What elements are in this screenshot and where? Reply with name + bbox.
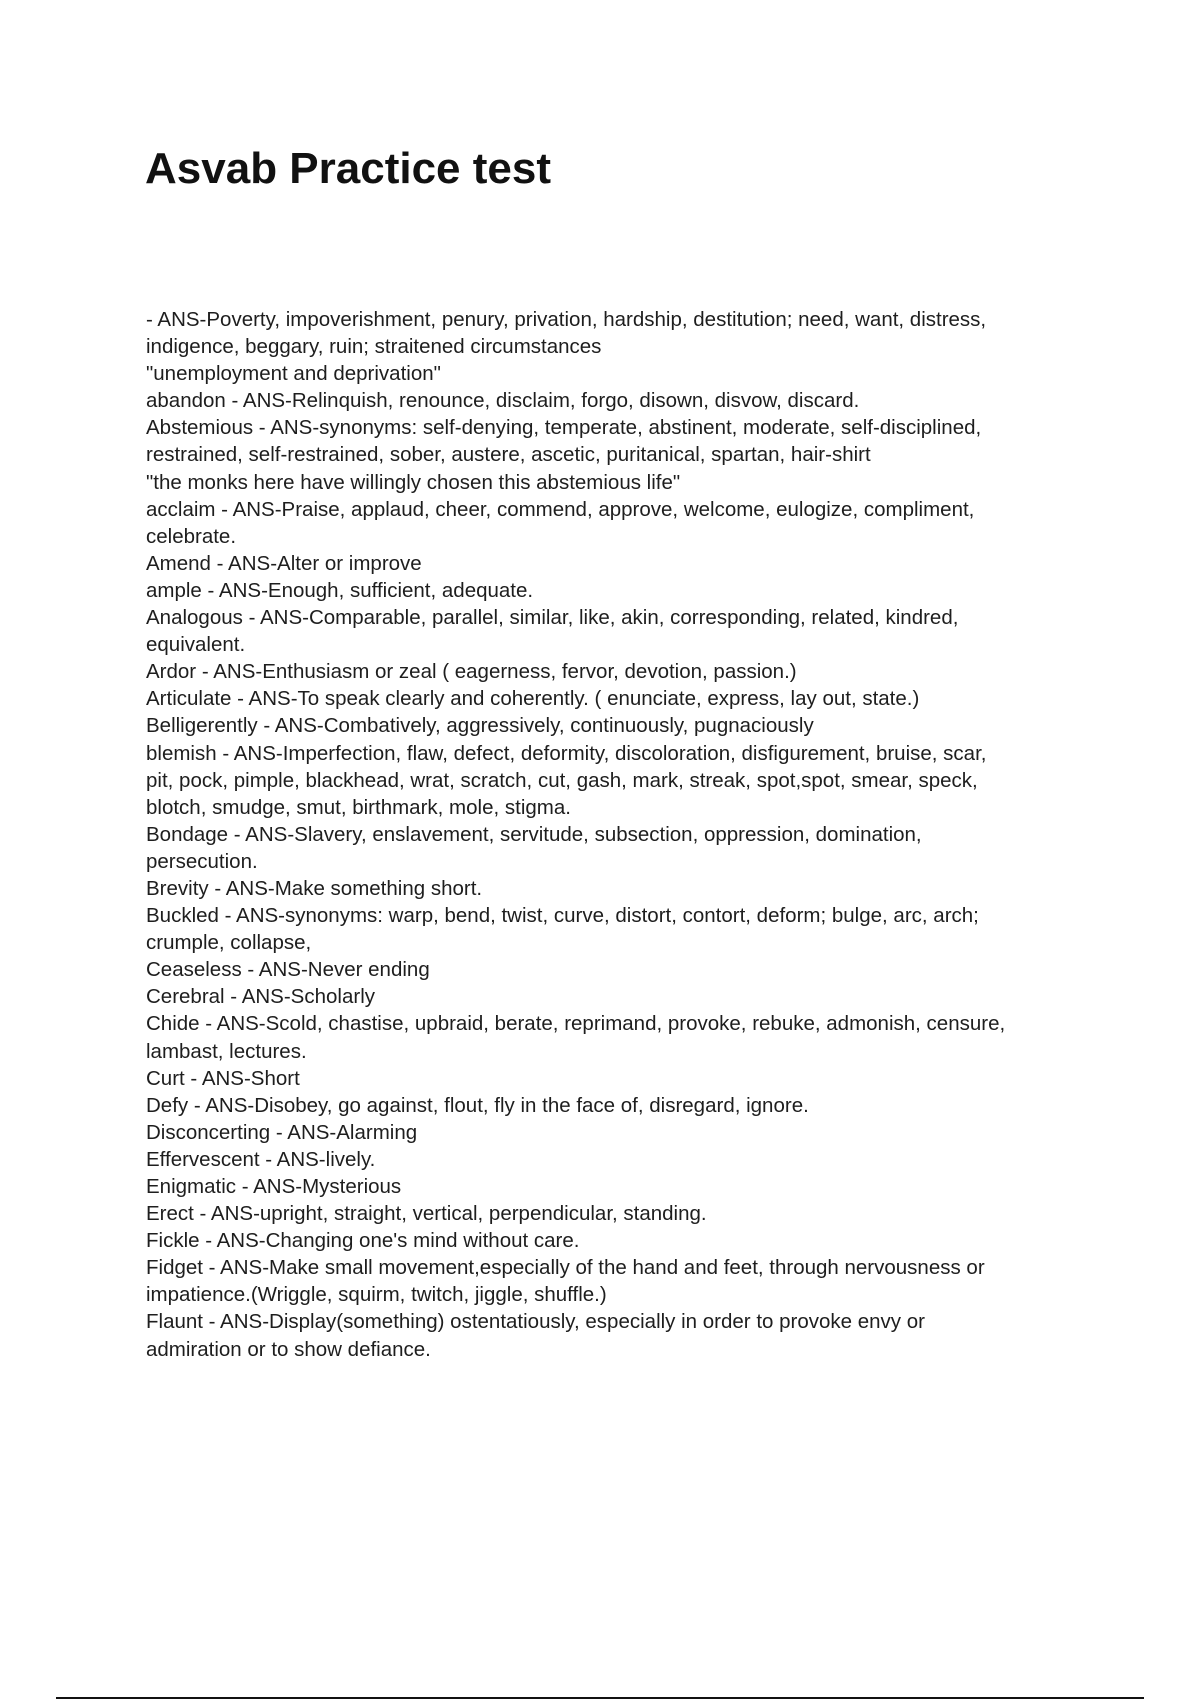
entry-line: Defy - ANS-Disobey, go against, flout, fly in the face of, disregard, ignore. (146, 1093, 809, 1117)
entry-acclaim (146, 496, 1086, 550)
entry-analogous (146, 604, 1086, 658)
entry-line: Analogous - ANS-Comparable, parallel, similar, like, akin, corresponding, related, kindred, (146, 606, 959, 630)
entry-line: indigence, beggary, ruin; straitened circumstances (146, 335, 602, 359)
entry-line: - ANS-Poverty, impoverishment, penury, privation, hardship, destitution; need, want, distress, (146, 308, 987, 331)
entry-line: Ceaseless - ANS-Never ending (146, 958, 430, 982)
entry-line: restrained, self-restrained, sober, austere, ascetic, puritanical, spartan, hair-shirt (146, 443, 871, 467)
entry-fickle (146, 1227, 1086, 1254)
entry-disconcerting (146, 1119, 1086, 1146)
entry-blemish (146, 740, 1086, 821)
entry-line: blemish - ANS-Imperfection, flaw, defect, deformity, discoloration, disfigurement, bruise, scar, (146, 741, 987, 765)
entry-line: Belligerently - ANS-Combatively, aggressively, continuously, pugnaciously (146, 714, 814, 738)
entry-ample (146, 577, 1086, 604)
entry-curt (146, 1065, 1086, 1092)
entry-line: celebrate. (146, 524, 237, 548)
entry-bondage (146, 821, 1086, 875)
entry-line: blotch, smudge, smut, birthmark, mole, stigma. (146, 795, 571, 819)
entry-line: admiration or to show defiance. (146, 1337, 431, 1361)
entry-line: Ardor - ANS-Enthusiasm or zeal ( eagerness, fervor, devotion, passion.) (146, 660, 797, 684)
entry-line: persecution. (146, 849, 258, 873)
entry-line: Disconcerting - ANS-Alarming (146, 1120, 418, 1144)
entry-articulate (146, 685, 1086, 712)
entry-poverty (146, 306, 1086, 387)
entry-line: Curt - ANS-Short (146, 1066, 300, 1090)
entry-buckled (146, 902, 1086, 956)
entry-defy (146, 1092, 1086, 1119)
entry-line: "the monks here have willingly chosen this abstemious life" (146, 470, 681, 494)
entry-belligerently (146, 712, 1086, 739)
entry-flaunt (146, 1308, 1086, 1362)
entry-line: Cerebral - ANS-Scholarly (146, 985, 375, 1009)
entry-line: lambast, lectures. (146, 1039, 307, 1063)
entry-ardor (146, 658, 1086, 685)
entry-line: Effervescent - ANS-lively. (146, 1147, 376, 1171)
flashcard-list (146, 306, 1086, 1363)
entry-line: Enigmatic - ANS-Mysterious (146, 1175, 402, 1198)
entry-fidget (146, 1254, 1086, 1308)
page-title: Asvab Practice test (145, 144, 551, 193)
entry-abandon (146, 387, 1086, 414)
entry-line: equivalent. (146, 633, 246, 657)
entry-line: Amend - ANS-Alter or improve (146, 551, 422, 575)
entry-line: Fickle - ANS-Changing one's mind without care. (146, 1229, 580, 1253)
entry-line: Flaunt - ANS-Display(something) ostentatiously, especially in order to provoke envy or (146, 1310, 925, 1334)
entry-line: Erect - ANS-upright, straight, vertical, perpendicular, standing. (146, 1202, 707, 1226)
entry-line: Fidget - ANS-Make small movement,especially of the hand and feet, through nervousness or (146, 1256, 985, 1280)
entry-line: ample - ANS-Enough, sufficient, adequate. (146, 578, 534, 602)
entry-line: pit, pock, pimple, blackhead, wrat, scratch, cut, gash, mark, streak, spot,spot, smear, speck, (146, 768, 978, 792)
footer-divider (56, 1697, 1144, 1699)
entry-line: "unemployment and deprivation" (146, 362, 441, 386)
entry-enigmatic (146, 1173, 1086, 1200)
entry-line: impatience.(Wriggle, squirm, twitch, jiggle, shuffle.) (146, 1283, 607, 1307)
entry-line: crumple, collapse, (146, 931, 312, 955)
entry-line: acclaim - ANS-Praise, applaud, cheer, commend, approve, welcome, eulogize, compliment, (146, 497, 975, 521)
entry-line: Buckled - ANS-synonyms: warp, bend, twist, curve, distort, contort, deform; bulge, arc, arch; (146, 904, 979, 928)
entry-cerebral (146, 983, 1086, 1010)
entry-effervescent (146, 1146, 1086, 1173)
entry-brevity (146, 875, 1086, 902)
entry-ceaseless (146, 956, 1086, 983)
entry-line: abandon - ANS-Relinquish, renounce, disclaim, forgo, disown, disvow, discard. (146, 389, 860, 413)
entry-abstemious (146, 414, 1086, 495)
entry-chide (146, 1010, 1086, 1064)
entry-erect (146, 1200, 1086, 1227)
entry-line: Abstemious - ANS-synonyms: self-denying, temperate, abstinent, moderate, self-disciplined, (146, 416, 982, 440)
entry-line: Articulate - ANS-To speak clearly and coherently. ( enunciate, express, lay out, state.) (146, 687, 920, 711)
entry-line: Bondage - ANS-Slavery, enslavement, servitude, subsection, oppression, domination, (146, 822, 922, 846)
entry-line: Chide - ANS-Scold, chastise, upbraid, berate, reprimand, provoke, rebuke, admonish, censure, (146, 1012, 1006, 1036)
entry-amend (146, 550, 1086, 577)
entry-line: Brevity - ANS-Make something short. (146, 876, 483, 900)
